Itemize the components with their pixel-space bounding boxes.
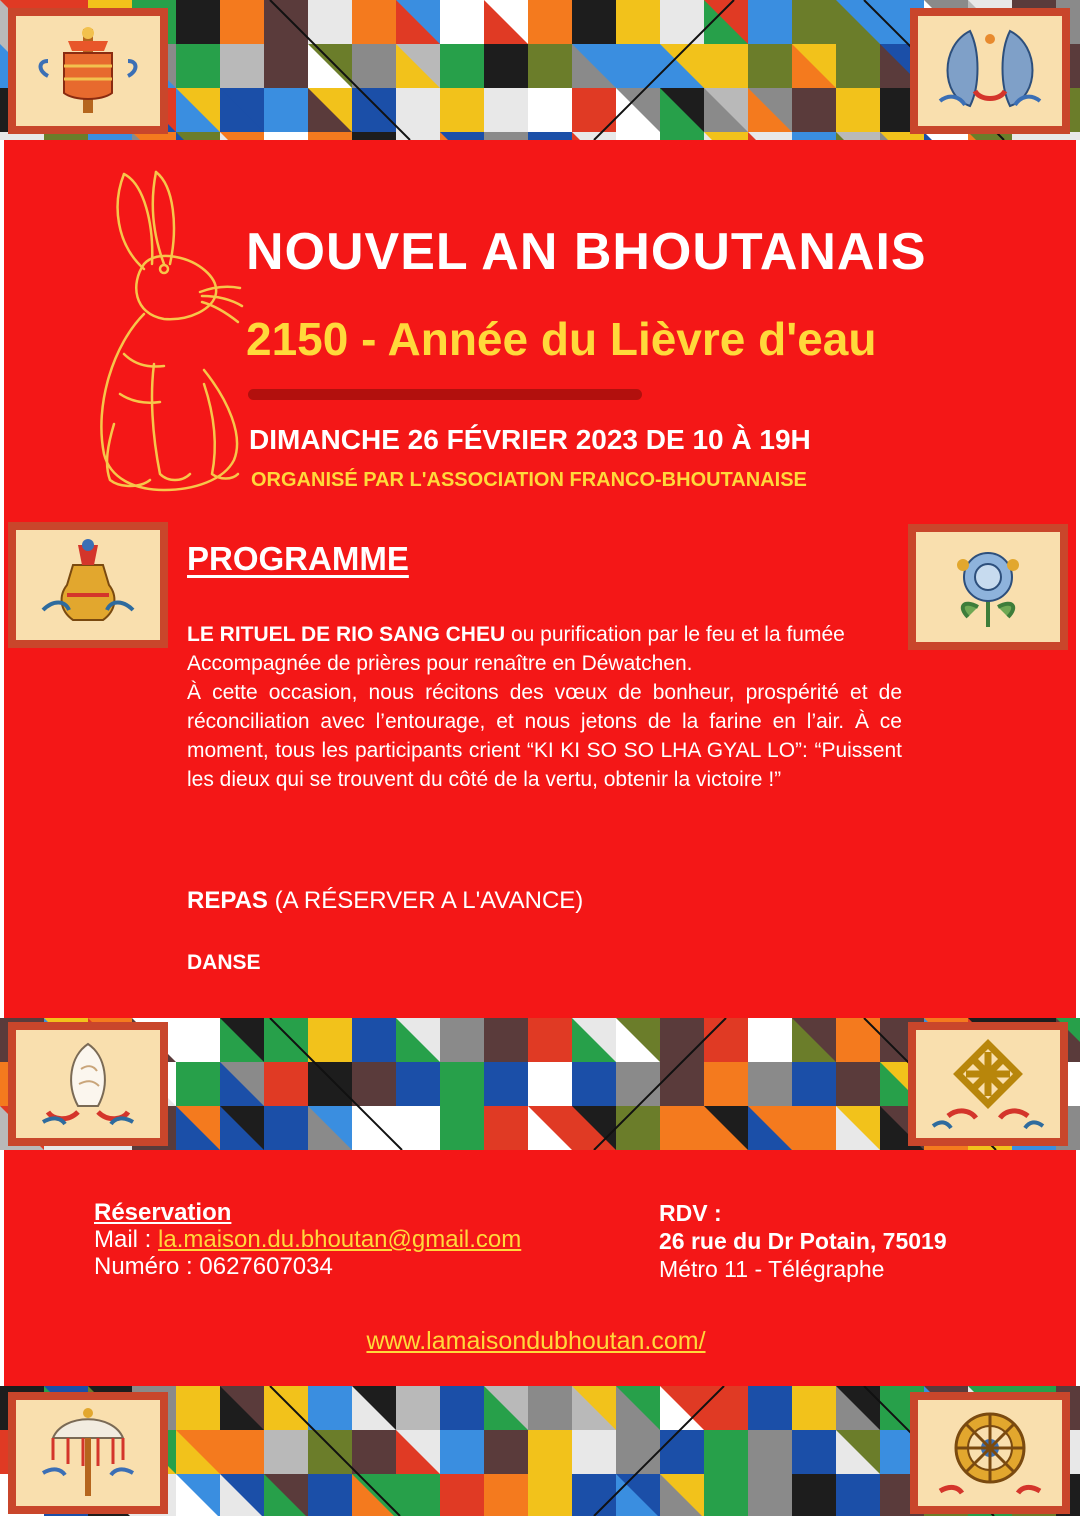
ritual-line2: Accompagnée de prières pour renaître en Déwatchen. <box>187 652 693 675</box>
divider <box>248 389 642 400</box>
reservation-heading: Réservation <box>94 1199 232 1226</box>
mail-label: Mail : <box>94 1226 159 1253</box>
dance-item: DANSE <box>187 951 261 974</box>
victory-banner-icon <box>8 8 168 134</box>
website-link[interactable]: www.lamaisondubhoutan.com/ <box>366 1327 706 1355</box>
phone-value: 0627607034 <box>199 1253 333 1280</box>
meal-item <box>187 886 902 915</box>
organizer: ORGANISÉ PAR L'ASSOCIATION FRANCO-BHOUTANAISE <box>251 469 807 491</box>
golden-fish-icon <box>910 8 1070 134</box>
treasure-vase-icon <box>8 522 168 648</box>
conch-shell-icon <box>8 1022 168 1146</box>
reservation-mail <box>94 1226 521 1254</box>
event-date: DIMANCHE 26 FÉVRIER 2023 DE 10 À 19H <box>249 424 811 455</box>
ritual-text: À cette occasion, nous récitons des vœux de bonheur, prospérité et de réconciliation avec l’entourage, et nous jetons de la farine en l’air. À ce moment, tous les participants crient “KI KI SO SO LHA GYAL LO”: “Puissent les dieux qui se trouvent du côté de la vertu, obtenir la victoire !” <box>187 681 902 791</box>
programme-heading: PROGRAMME <box>187 540 409 577</box>
endless-knot-icon <box>908 1022 1068 1146</box>
dharma-wheel-icon <box>910 1392 1070 1514</box>
meal-label: REPAS <box>187 887 268 914</box>
phone-label: Numéro : <box>94 1253 200 1280</box>
lotus-flower-icon <box>908 524 1068 650</box>
mail-link[interactable]: la.maison.du.bhoutan@gmail.com <box>158 1226 522 1253</box>
reservation-phone <box>94 1253 333 1281</box>
ritual-description <box>187 620 902 794</box>
page-title: NOUVEL AN BHOUTANAIS <box>246 223 927 281</box>
page-subtitle: 2150 - Année du Lièvre d'eau <box>246 313 877 365</box>
rdv-address: 26 rue du Dr Potain, 75019 <box>659 1228 947 1254</box>
ritual-title: LE RITUEL DE RIO SANG CHEU <box>187 623 506 646</box>
ritual-title-rest: ou purification par le feu et la fumée <box>505 623 845 646</box>
parasol-icon <box>8 1392 168 1514</box>
meal-note: (A RÉSERVER A L'AVANCE) <box>267 887 584 914</box>
rabbit-icon <box>84 164 244 500</box>
rdv-metro: Métro 11 - Télégraphe <box>659 1256 885 1282</box>
rdv-heading: RDV : <box>659 1200 722 1226</box>
